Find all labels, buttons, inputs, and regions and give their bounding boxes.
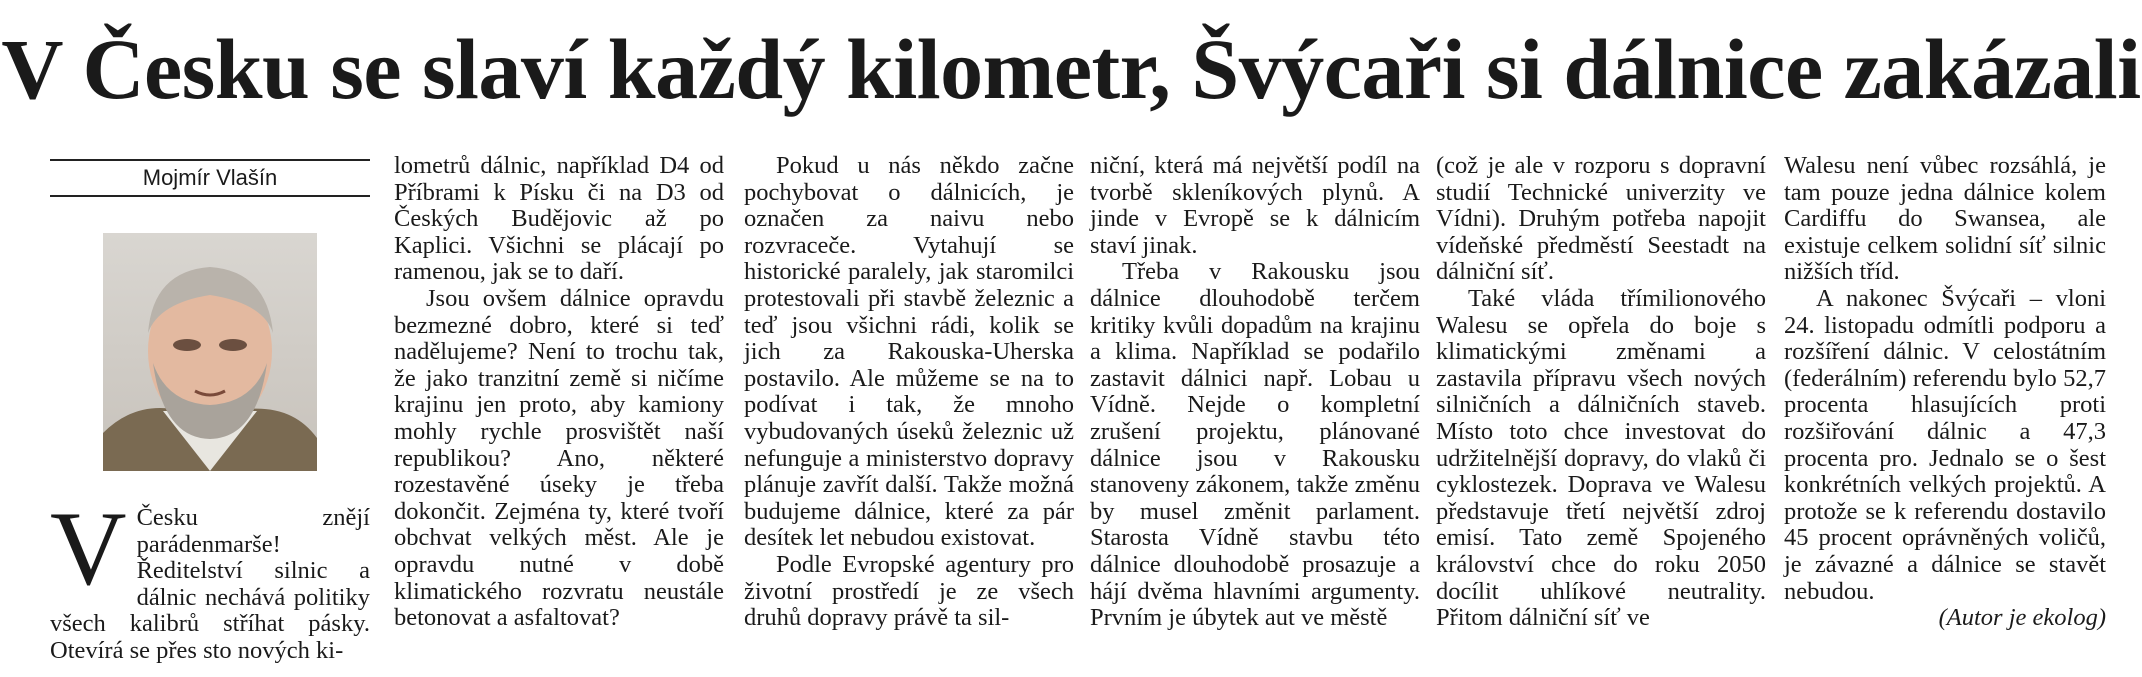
- paragraph-5-cont: (což je ale v rozporu s dopravní studií Technické univerzity ve Vídni). Druhým potřeba napojit vídeňské předměstí Seestadt na dálniční síť.: [1436, 152, 1766, 286]
- author-name: Mojmír Vlašín: [142, 164, 278, 190]
- column-3: [744, 153, 1074, 632]
- column-1: [50, 153, 370, 665]
- drop-cap: V: [50, 490, 127, 607]
- column-4: [1090, 153, 1420, 632]
- paragraph-7: A nakonec Švýcaři – vloni 24. listopadu odmítli podporu a rozšíření dálnic. V celostátním (federálním) referendu bylo 52,7 procenta hlasujících proti rozšiřování dálnic a 47,3 procenta pro. Jednalo se o šest konkrétních velkých projektů. A protože se k referendu dostavilo 45 procent oprávněných voličů, je závazné a dálnice se stavět nebudou.: [1784, 284, 2106, 605]
- author-photo: [103, 233, 317, 471]
- lead-text: Česku znějí parádenmarše! Ředitelství silnic a dálnic nechává politiky všech kalibrů stříhat pásky. Otevírá se přes sto nových ki-: [50, 504, 370, 664]
- lead-paragraph: [50, 490, 370, 665]
- author-byline: [50, 159, 370, 197]
- paragraph-3: Pokud u nás někdo začne pochybovat o dálnicích, je označen za naivu nebo rozvraceče. Vytahují se historické paralely, jak staromilci protestovali při stavbě železnic a teď jsou všichni rádi, kolik se jich za Rakouska-Uherska postavilo. Ale můžeme se na to podívat i tak, že mnoho vybudovaných úseků železnic už nefunguje a ministerstvo dopravy plánuje zavřít další. Takže možná budujeme dálnice, které za pár desítek let nebudou existovat.: [744, 152, 1074, 552]
- author-note: (Autor je ekolog): [1938, 604, 2106, 632]
- paragraph-lead-cont: lometrů dálnic, například D4 od Příbrami k Písku či na D3 od Českých Budějovic až po Kaplici. Všichni se plácají po ramenou, jak se to daří.: [394, 152, 724, 286]
- paragraph-6-cont: Walesu není vůbec rozsáhlá, je tam pouze jedna dálnice kolem Cardiffu do Swansea, ale existuje celkem solidní síť silnic nižších tříd.: [1784, 152, 2106, 286]
- paragraph-6: Také vláda třímilionového Walesu se opřela do boje s klimatickými změnami a zastavila přípravu všech nových silničních a dálničních staveb. Místo toto chce investovat do udržitelnější dopravy, do vlaků či cyklostezek. Doprava ve Walesu představuje třetí největší zdroj emisí. Tato země Spojeného království chce do roku 2050 docílit uhlíkové neutrality. Přitom dálniční síť ve: [1436, 284, 1766, 632]
- paragraph-2: Jsou ovšem dálnice opravdu bezmezné dobro, které si teď nadělujeme? Není to trochu tak, že jako tranzitní země si ničíme krajinu jen proto, aby kamiony mohly rychle prosvištět naší republikou? Ano, některé rozestavěné úseky je třeba dokončit. Zejména ty, které tvoří obchvat velkých měst. Ale je opravdu nutné v době klimatického rozvratu neustále betonovat a asfaltovat?: [394, 284, 724, 632]
- column-2: [394, 153, 724, 632]
- paragraph-5: Třeba v Rakousku jsou dálnice dlouhodobě terčem kritiky kvůli dopadům na krajinu a klima. Například se podařilo zastavit dálnici např. Lobau u Vídně. Nejde o kompletní zrušení projektu, plánované dálnice jsou v Rakousku stanoveny zákonem, takže změnu by musel změnit parlament. Starosta Vídně stavbu této dálnice dlouhodobě prosazuje a hájí dvěma hlavními argumenty. Prvním je úbytek aut ve městě: [1090, 258, 1420, 632]
- column-6: [1784, 153, 2106, 632]
- column-5: [1436, 153, 1766, 632]
- paragraph-4-cont: niční, která má největší podíl na tvorbě skleníkových plynů. A jinde v Evropě se k dálnicím staví jinak.: [1090, 152, 1420, 259]
- headline: V Česku se slaví každý kilometr, Švýcaři si dálnice zakázali: [1, 21, 2141, 117]
- paragraph-4: Podle Evropské agentury pro životní prostředí je ze všech druhů dopravy právě ta sil-: [744, 550, 1074, 632]
